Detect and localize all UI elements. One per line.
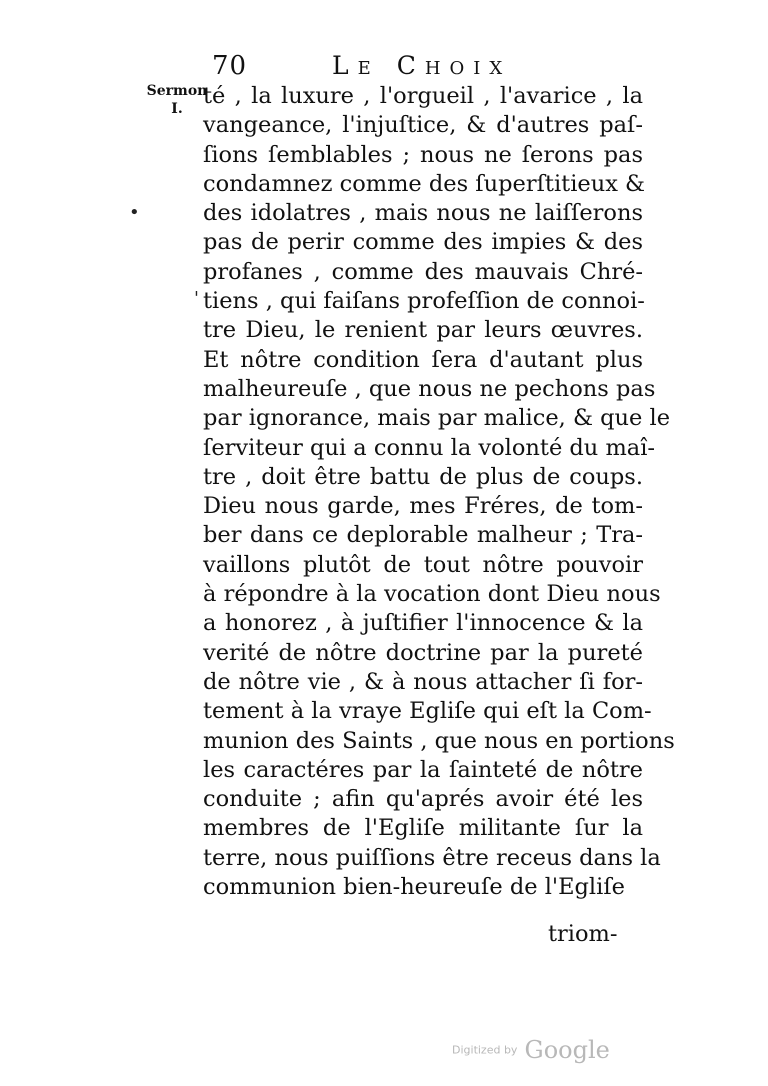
text-line: communion bien-heureuſe de l'Egliſe	[203, 874, 625, 901]
text-line: ſions ſemblables ; nous ne ſerons pas	[203, 141, 643, 168]
text-line: conduite ; afin qu'aprés avoir été les	[203, 786, 643, 813]
text-line: à répondre à la vocation dont Dieu nous	[203, 581, 661, 608]
text-line: ſerviteur qui a connu la volonté du maî-	[203, 434, 655, 461]
text-line: tiens , qui faiſans profeſſion de connoi-	[203, 288, 645, 315]
page-header	[212, 48, 632, 84]
text-line: tre , doit être battu de plus de coups.	[203, 463, 643, 490]
running-title: Le Choix	[332, 51, 512, 80]
margin-note	[146, 82, 208, 118]
text-line: té , la luxure , l'orgueil , l'avarice , la	[203, 83, 643, 109]
text-line: a honorez , à juſtifier l'innocence & la	[203, 610, 643, 637]
body-text	[203, 82, 675, 902]
text-line: vangeance, l'injuſtice, & d'autres paſ-	[203, 112, 643, 139]
text-line: pas de perir comme des impies & des	[203, 229, 643, 256]
text-line: des idolatres , mais nous ne laiſſerons	[203, 200, 643, 227]
text-line: tre Dieu, le renient par leurs œuvres.	[203, 317, 643, 344]
text-line: de nôtre vie , & à nous attacher ſi for-	[203, 668, 643, 695]
text-line: munion des Saints , que nous en portions	[203, 727, 675, 754]
text-line: vaillons plutôt de tout nôtre pouvoir	[203, 551, 643, 578]
text-line: les caractéres par la ſainteté de nôtre	[203, 756, 643, 783]
page-number: 70	[212, 51, 248, 81]
text-line: Et nôtre condition ſera d'autant plus	[203, 346, 643, 373]
text-line: terre, nous puiſſions être receus dans la	[203, 844, 661, 871]
text-line: membres de l'Egliſe militante ſur la	[203, 815, 643, 842]
margin-note-number: I.	[171, 101, 183, 117]
text-line: Dieu nous garde, mes Fréres, de tom-	[203, 493, 643, 520]
digitized-by-google-watermark	[452, 1036, 610, 1066]
google-logo: Google	[524, 1036, 610, 1064]
watermark-prefix: Digitized by	[452, 1043, 518, 1057]
text-line: condamnez comme des ſuperſtitieux &	[203, 170, 646, 197]
text-line: ber dans ce deplorable malheur ; Tra-	[203, 522, 643, 549]
catchword: triom-	[548, 921, 618, 947]
text-line: malheureuſe , que nous ne pechons pas	[203, 375, 656, 402]
text-line: par ignorance, mais par malice, & que le	[203, 405, 671, 432]
text-line: verité de nôtre doctrine par la pureté	[203, 639, 643, 666]
ink-speck: •	[129, 202, 140, 223]
margin-note-sermon: Sermon	[146, 83, 208, 99]
ink-speck: '	[194, 288, 199, 309]
text-line: profanes , comme des mauvais Chré-	[203, 258, 643, 285]
text-line: tement à la vraye Egliſe qui eſt la Com-	[203, 698, 652, 725]
